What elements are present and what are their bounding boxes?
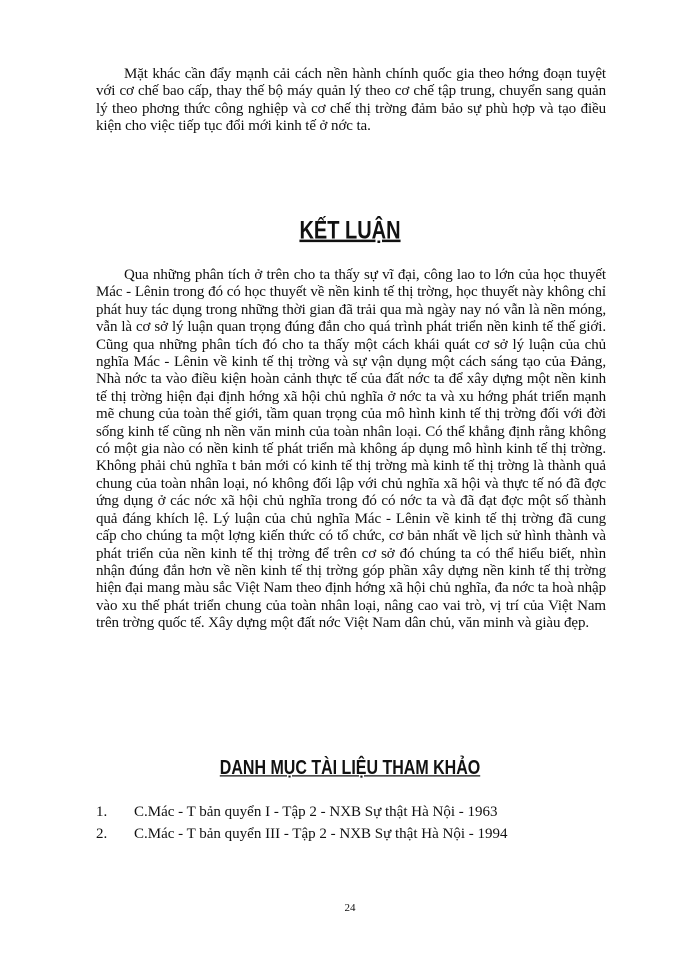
reference-number: 2.: [96, 826, 108, 842]
reference-text: C.Mác - T bản quyển III - Tập 2 - NXB Sự thật Hà Nội - 1994: [134, 826, 508, 842]
page-number: 24: [344, 902, 356, 914]
reference-item: [96, 823, 507, 845]
reference-number: 1.: [96, 804, 108, 820]
reference-text: C.Mác - T bản quyển I - Tập 2 - NXB Sự thật Hà Nội - 1963: [134, 804, 498, 820]
conclusion-paragraph: Qua những phân tích ở trên cho ta thấy sự vĩ đại, công lao to lớn của học thuyết Mác - Lênin trong đó có học thuyết về nền kinh tế thị trờng, học thuyết này không chỉ phát huy tác dụng trong những thời gian đã trải qua mà ngày nay nó vẫn là nền móng, vẫn là cơ sở lý luận quan trọng đúng đắn cho quá trình phát triển nền kinh tế thế giới. Cũng qua những phân tích đó cho ta thấy một cách khái quát cơ sở lý luận của chủ nghĩa Mác - Lênin về kinh tế thị trờng và sự vận dụng một cách sáng tạo của Đảng, Nhà nớc ta vào điều kiện hoàn cảnh thực tế của đất nớc ta để xây dựng một nền kinh tế thị trờng hiện đại định hớng xã hội chủ nghĩa ở nớc ta và xu hớng phát triển mạnh mẽ chung của toàn thế giới, tầm quan trọng của mô hình kinh tế thị trờng đối với đời sống kinh tế cũng nh nền văn minh của toàn nhân loại. Có thể khẳng định rằng không có một gia nào có nền kinh tế phát triển mà không áp dụng mô hình kinh tế thị trờng. Không phải chủ nghĩa t bản mới có kinh tế thị trờng mà kinh tế thị trờng là thành quả chung của toàn nhân loại, nó không đối lập với chủ nghĩa xã hội và thực tế nó đã đợc ứng dụng ở các nớc xã hội chủ nghĩa trong đó có nớc ta và đã đạt đợc một số thành quả đáng khích lệ. Lý luận của chủ nghĩa Mác - Lênin về kinh tế thị trờng đã cung cấp cho chúng ta một lợng kiến thức có tổ chức, cơ bản nhất về lịch sử hình thành và phát triển của nền kinh tế thị trờng để trên cơ sở đó chúng ta có thể hiểu biết, nhìn nhận đúng đắn hơn về nền kinh tế thị trờng góp phần xây dựng nền kinh tế thị trờng hiện đại mang màu sắc Việt Nam theo định hớng xã hội chủ nghĩa, đa nớc ta hoà nhập vào xu thế phát triển chung của toàn nhân loại, nâng cao vai trò, vị trí của Việt Nam trên trờng quốc tế. Xây dựng một đất nớc Việt Nam dân chủ, văn minh và giàu đẹp.: [96, 267, 606, 632]
references-heading: DANH MỤC TÀI LIỆU THAM KHẢO: [219, 757, 481, 779]
conclusion-heading: KẾT LUẬN: [299, 217, 401, 245]
intro-paragraph: Mặt khác cần đẩy mạnh cải cách nền hành chính quốc gia theo hớng đoạn tuyệt với cơ chế bao cấp, thay thế bộ máy quản lý theo cơ chế tập trung, chuyển sang quản lý theo phơng thức công nghiệp và cơ chế thị trờng đảm bảo sự phù hợp và tạo điều kiện cho việc tiếp tục đổi mới kinh tế ở nớc ta.: [96, 66, 606, 135]
reference-item: [96, 801, 507, 823]
references-list: [96, 801, 507, 845]
